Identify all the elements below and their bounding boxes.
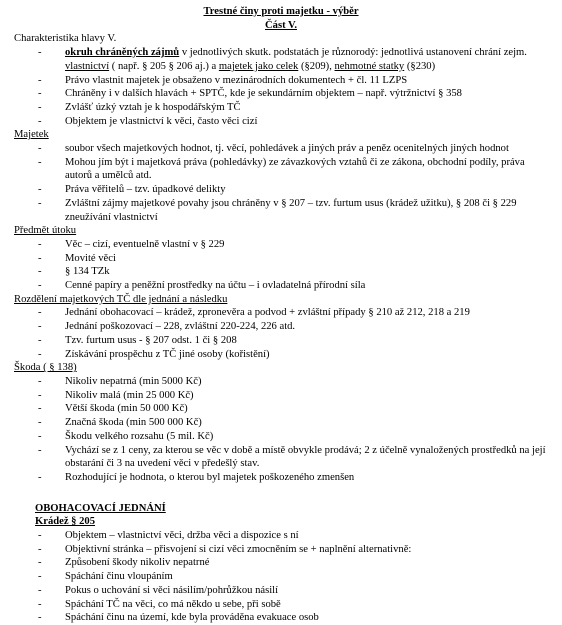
list-item [0,444,562,471]
dash-bullet: - [38,543,42,555]
kradez-heading: Krádež § 205 [35,516,96,528]
list-item-text: Vychází se z 1 ceny, za kterou se věc v době a místě obvykle prodává; 2 z účelně vynaložených prostředků na její obstarání či 3 na uvedení věci v předešlý stav. [65,444,546,470]
list-item [0,87,562,101]
list-item [0,556,562,570]
dash-bullet: - [38,403,42,415]
list-item [0,471,562,485]
section-list [0,306,562,361]
dash-bullet: - [38,557,42,569]
dash-bullet: - [38,197,42,209]
dash-bullet: - [38,598,42,610]
list-item-text: Zvláštní zájmy majetkové povahy jsou chráněny v § 207 – tzv. furtum usus (krádež užitku), § 208 či § 229 zneužívání vlastnictví [65,197,517,223]
list-item-text: Spáchání činu na území, kde byla prováděna evakuace osob [65,612,319,624]
list-item-text: Movité věci [65,252,116,264]
list-item-text: Právo vlastnit majetek je obsaženo v mezinárodních dokumentech + čl. 11 LZPS [65,74,408,86]
list-item [0,306,562,320]
dash-bullet: - [38,143,42,155]
list-item-text: Získávání prospěchu z TČ jiné osoby (kořistění) [65,348,270,360]
list-item [0,611,562,625]
list-item [0,570,562,584]
dash-bullet: - [38,307,42,319]
list-item [0,115,562,129]
dash-bullet: - [38,252,42,264]
dash-bullet: - [38,47,42,59]
list-item [0,334,562,348]
section-heading: Majetek [14,129,49,141]
list-item-text: Nikoliv nepatrná (min 5000 Kč) [65,375,202,387]
list-item [0,101,562,115]
list-item-text: Objektivní stránka – přisvojení si cizí věci zmocněním se + naplnění alternativně: [65,543,412,555]
dash-bullet: - [38,417,42,429]
list-item-text: Spáchání TČ na věci, co má někdo u sebe, při sobě [65,598,281,610]
list-item [0,402,562,416]
list-item-text: Věc – cizí, eventuelně vlastní v § 229 [65,238,225,250]
dash-bullet: - [38,101,42,113]
section-list [0,375,562,485]
list-item [0,183,562,197]
list-item-text: Způsobení škody nikoliv nepatrné [65,557,210,569]
list-item-text: Větší škoda (min 50 000 Kč) [65,403,188,415]
dash-bullet: - [38,612,42,624]
list-item [0,46,562,73]
list-item [0,156,562,183]
spacer [0,485,562,498]
dash-bullet: - [38,584,42,596]
section-heading: Charakteristika hlavy V. [14,33,117,45]
list-item [0,265,562,279]
list-item [0,348,562,362]
list-item-text: Škodu velkého rozsahu (5 mil. Kč) [65,430,214,442]
list-item [0,598,562,612]
dash-bullet: - [38,74,42,86]
kradez-list [0,529,562,625]
obohacovaci-heading: OBOHACOVACÍ JEDNÁNÍ [35,502,166,514]
list-item-text: okruh chráněných zájmů v jednotlivých skutk. podstatách je různorodý: jednotlivá ustanovení chrání zejm. vlastnictví ( např. § 205 § 206 aj.) a majetek jako celek (§209), nehmotné statky (§230) [65,47,527,72]
list-item [0,74,562,88]
section-list [0,238,562,293]
dash-bullet: - [38,571,42,583]
list-item-text: soubor všech majetkových hodnot, tj. věcí, pohledávek a jiných práv a peněz ocenitelných jiných hodnot [65,143,509,155]
list-item [0,416,562,430]
dash-bullet: - [38,530,42,542]
list-item [0,197,562,224]
list-item-text: Chráněny i v dalších hlavách + SPTČ, kde je sekundárním objektem – např. výtržnictví § 358 [65,88,462,100]
list-item [0,238,562,252]
list-item [0,142,562,156]
list-item [0,279,562,293]
dash-bullet: - [38,156,42,168]
dash-bullet: - [38,321,42,333]
dash-bullet: - [38,471,42,483]
dash-bullet: - [38,238,42,250]
list-item-text: Nikoliv malá (min 25 000 Kč) [65,389,194,401]
part-title: Část V. [265,19,297,31]
list-item [0,529,562,543]
dash-bullet: - [38,184,42,196]
dash-bullet: - [38,348,42,360]
dash-bullet: - [38,266,42,278]
list-item-text: Jednání obohacovací – krádež, zpronevěra a podvod + zvláštní případy § 210 až 212, 218 a 219 [65,307,470,319]
list-item-text: Mohou jím být i majetková práva (pohledávky) ze závazkových vztahů či ze zákona, obchodní podíly, práva autorů a umělců atd. [65,156,525,182]
list-item-text: Objektem je vlastnictví k věci, často věci cizí [65,115,258,127]
list-item-text: Pokus o uchování si věci násilím/pohrůžkou násilí [65,584,279,596]
dash-bullet: - [38,88,42,100]
list-item-text: Značná škoda (min 500 000 Kč) [65,417,202,429]
dash-bullet: - [38,375,42,387]
list-item [0,584,562,598]
list-item-text: Práva věřitelů – tzv. úpadkové delikty [65,184,226,196]
list-item-text: Tzv. furtum usus - § 207 odst. 1 či § 208 [65,334,237,346]
dash-bullet: - [38,334,42,346]
list-item-text: § 134 TZk [65,266,110,278]
dash-bullet: - [38,389,42,401]
list-item [0,430,562,444]
dash-bullet: - [38,430,42,442]
list-item [0,320,562,334]
list-item-text: Spáchání činu vloupáním [65,571,173,583]
list-item-text: Zvlášť úzký vztah je k hospodářským TČ [65,101,241,113]
document-title: Trestné činy proti majetku - výběr [203,6,359,17]
section-heading: Škoda ( § 138) [14,362,77,374]
list-item-text: Objektem – vlastnictví věci, držba věci a dispozice s ní [65,530,299,542]
list-item [0,252,562,266]
list-item-text: Cenné papíry a peněžní prostředky na účtu – i ovladatelná přírodní síla [65,280,366,292]
list-item [0,389,562,403]
list-item [0,543,562,557]
document-page [0,5,562,624]
dash-bullet: - [38,444,42,456]
list-item-text: Jednání poškozovací – 228, zvláštní 220-224, 226 atd. [65,321,296,333]
sections [0,32,562,484]
dash-bullet: - [38,280,42,292]
dash-bullet: - [38,115,42,127]
section-list [0,142,562,224]
section-heading: Rozdělení majetkových TČ dle jednání a následku [14,293,228,305]
section-heading: Předmět útoku [14,225,77,237]
list-item-text: Rozhodující je hodnota, o kterou byl majetek poškozeného zmenšen [65,471,355,483]
section-list [0,46,562,128]
list-item [0,375,562,389]
